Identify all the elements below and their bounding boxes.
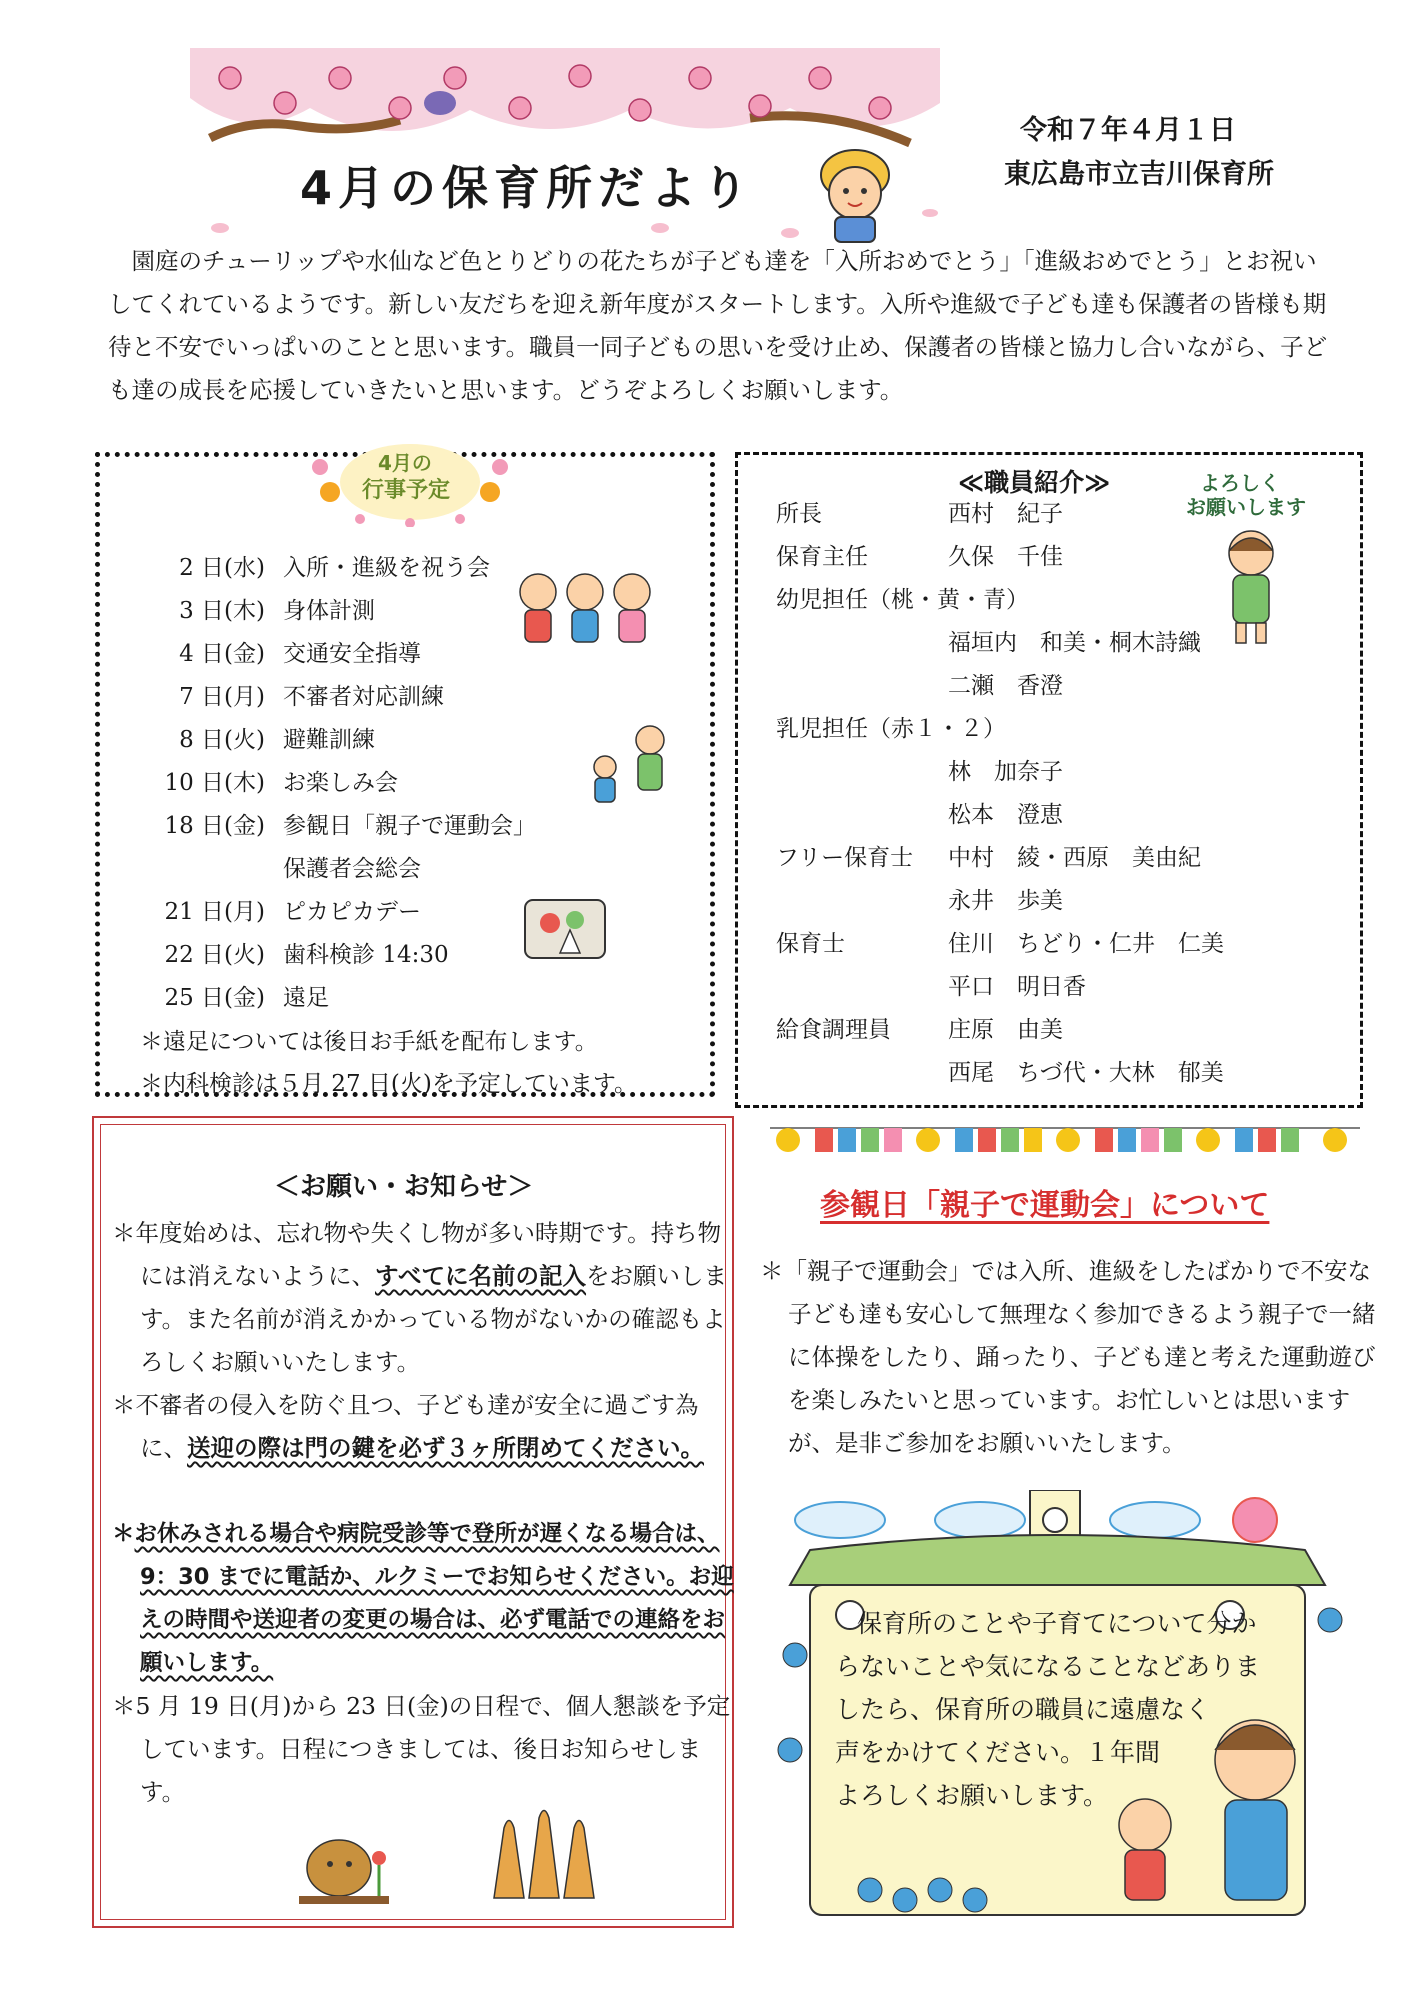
event-name: 保護者会総会 (283, 856, 421, 882)
event-name: ピカピカデー (283, 899, 421, 925)
event-date: 10 日(木) (164, 770, 265, 796)
bunting-flags-decoration (770, 1120, 1360, 1162)
sankan-title: 参観日「親子で運動会」について (820, 1188, 1270, 1223)
intro-text: 園庭のチューリップや水仙など色とりどりの花たちが子ども達を「入所おめでとう」「進級おめでとう」とお祝いしてくれているようです。新しい友だちを迎え新年度がスタートします。入所や進級で子ども達も保護者の皆様も期待と不安でいっぱいのことと思います。職員一同子どもの思いを受け止め、保護者の皆様と協力し合いながら、子ども達の成長を応援していきたいと思います。どうぞよろしくお願いします。 (108, 247, 1328, 404)
event-name: 遠足 (283, 985, 329, 1011)
event-row (140, 633, 421, 675)
event-row (140, 848, 421, 890)
notice-emphasis: すべてに名前の記入 (375, 1262, 587, 1290)
intro-paragraph (108, 240, 1338, 412)
staff-role: 保育士 (776, 931, 845, 957)
event-date: 2 日(水) (179, 555, 265, 581)
notice-box (92, 1116, 734, 1928)
house-message-line: 声をかけてください。１年間 (835, 1738, 1161, 1767)
event-row (140, 719, 375, 761)
staff-role: フリー保育士 (776, 845, 914, 871)
staff-box (735, 452, 1363, 1108)
event-date: 18 日(金) (164, 813, 265, 839)
house-message-line: らないことや気になることなどありま (835, 1652, 1261, 1681)
events-box (95, 452, 715, 1097)
notice-text: ＊不審者の侵入を防ぐ且つ、子ども達が安全に過ごす為に、 (112, 1391, 699, 1462)
staff-role: 給食調理員 (776, 1017, 891, 1043)
event-row (140, 676, 444, 718)
parent-child-walking-icon (580, 722, 690, 817)
event-date: 8 日(火) (179, 727, 265, 753)
staff-names: 久保 千佳 (948, 544, 1063, 570)
event-name: 身体計測 (283, 598, 375, 624)
staff-names: 西村 紀子 (948, 501, 1063, 527)
notice-title: ＜お願い・お知らせ＞ (274, 1172, 534, 1202)
bowing-teacher-icon (1203, 523, 1298, 648)
staff-role: 幼児担任（桃・黄・青） (776, 587, 1029, 613)
staff-names: 松本 澄恵 (948, 802, 1063, 828)
house-message-line: したら、保育所の職員に遠慮なく (835, 1695, 1211, 1724)
staff-role: 乳児担任（赤１・２） (776, 716, 1006, 742)
events-note: ＊内科検診は５月 27 日(火)を予定しています。 (140, 1071, 637, 1097)
notice-emphasis: 送迎の際は門の鍵を必ず３ヶ所閉めてください。 (187, 1434, 704, 1462)
bamboo-shoots-icon (474, 1798, 604, 1908)
event-date: 3 日(木) (179, 598, 265, 624)
event-row (140, 762, 398, 804)
organization-name: 東広島市立吉川保育所 (1004, 159, 1274, 190)
notice-text: ＊年度始めは、忘れ物や失くし物が多い時期です。持ち物には消えないように、 (112, 1219, 722, 1290)
event-row (140, 805, 536, 847)
mole-flower-icon (294, 1818, 394, 1908)
notice-item-4: ＊5 月 19 日(月)から 23 日(金)の日程で、個人懇談を予定しています。日程につきましては、後日お知らせします。 (112, 1692, 731, 1806)
sankan-text: ＊「親子で運動会」では入所、進級をしたばかりで不安な子ども達も安心して無理なく参加できるよう親子で一緒に体操をしたり、踊ったり、子ども達と考えた運動遊びを楽しみたいと思っています。お忙しいとは思いますが、是非ご参加をお願いいたします。 (760, 1257, 1376, 1457)
house-message-line: よろしくお願いします。 (835, 1781, 1109, 1810)
children-holding-hands-icon (510, 567, 660, 662)
event-name: 避難訓練 (283, 727, 375, 753)
house-message-line: 保育所のことや子育てについて分か (857, 1609, 1257, 1638)
event-name: 不審者対応訓練 (283, 684, 444, 710)
staff-role: 保育主任 (776, 544, 868, 570)
events-badge-line2: 行事予定 (362, 478, 451, 503)
staff-names: 林 加奈子 (948, 759, 1063, 785)
event-date: 4 日(金) (179, 641, 265, 667)
staff-names: 西尾 ちづ代・大林 郁美 (948, 1060, 1224, 1086)
event-name: 入所・進級を祝う会 (283, 555, 490, 581)
staff-names: 福垣内 和美・桐木詩織 (948, 630, 1201, 656)
event-date: 22 日(火) (164, 942, 265, 968)
event-name: お楽しみ会 (283, 770, 398, 796)
house-message (835, 1602, 1295, 1817)
issue-date: 令和７年４月１日 (1020, 115, 1236, 146)
staff-names: 住川 ちどり・仁井 仁美 (948, 931, 1224, 957)
notice-text: ＊ (112, 1521, 135, 1547)
staff-names: 二瀬 香澄 (948, 673, 1063, 699)
event-name: 参観日「親子で運動会」 (283, 813, 536, 839)
staff-title: ≪職員紹介≫ (958, 468, 1111, 497)
greeting-line1: よろしく (1200, 471, 1280, 495)
bento-box-icon (520, 885, 610, 965)
notice-item-2 (112, 1384, 740, 1470)
events-badge-line1: 4月の (378, 451, 432, 475)
staff-role: 所長 (776, 501, 822, 527)
notice-emphasis: お休みされる場合や病院受診等で登所が遅くなる場合は、9：30 までに電話か、ルクミーでお知らせください。お迎えの時間や送迎者の変更の場合は、必ず電話での連絡をお願いします。 (134, 1521, 734, 1676)
notice-item-3 (112, 1513, 740, 1685)
staff-names: 庄原 由美 (948, 1017, 1063, 1043)
staff-names: 中村 綾・西原 美由紀 (948, 845, 1201, 871)
event-date: 21 日(月) (164, 899, 265, 925)
staff-names: 平口 明日香 (948, 974, 1086, 1000)
event-date: 7 日(月) (179, 684, 265, 710)
events-note: ＊遠足については後日お手紙を配布します。 (140, 1029, 598, 1055)
staff-names: 永井 歩美 (948, 888, 1063, 914)
greeting-line2: お願いします (1186, 495, 1306, 519)
page-title: 4月の保育所だより (300, 161, 755, 215)
event-row (140, 934, 449, 976)
event-row (140, 547, 490, 589)
event-name: 歯科検診 14:30 (283, 942, 449, 968)
event-date: 25 日(金) (164, 985, 265, 1011)
notice-text: をお願いします。また名前が消えかかっている物がないかの確認もよろしくお願いいたします。 (140, 1262, 728, 1376)
notice-item-1 (112, 1212, 740, 1384)
event-name: 交通安全指導 (283, 641, 421, 667)
event-row (140, 977, 329, 1019)
event-row (140, 891, 421, 933)
event-row (140, 590, 375, 632)
